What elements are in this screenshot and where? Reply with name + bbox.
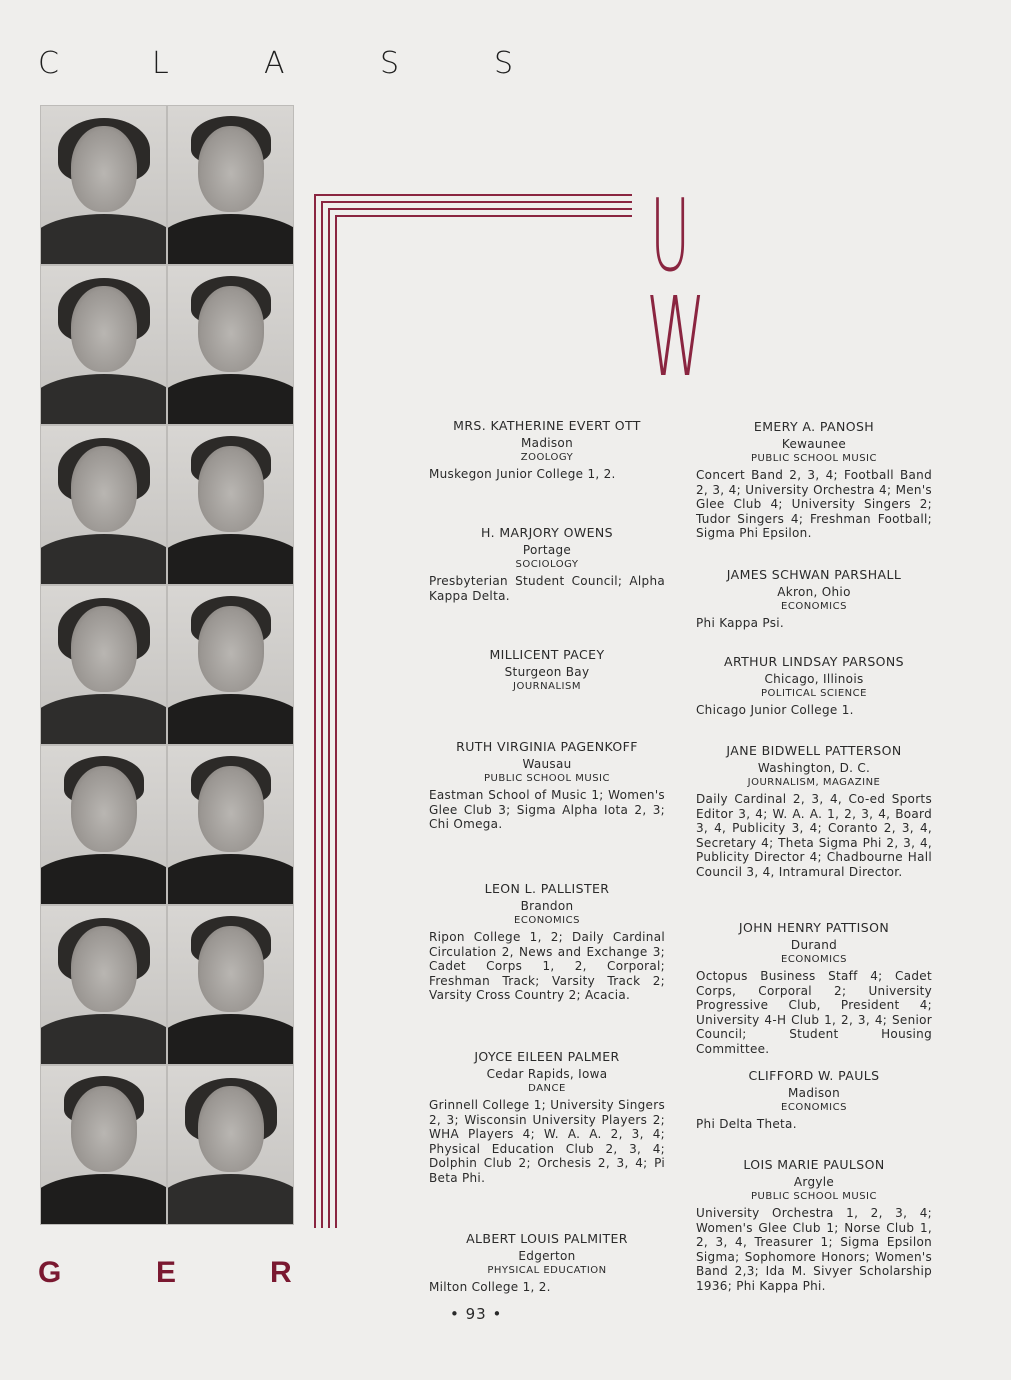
- student-activities: Phi Delta Theta.: [696, 1117, 797, 1131]
- student-entry: [429, 1231, 665, 1295]
- student-name: JANE BIDWELL PATTERSON: [726, 743, 902, 758]
- student-name: H. MARJORY OWENS: [481, 525, 613, 540]
- portrait-photo: [167, 425, 294, 585]
- student-major: PUBLIC SCHOOL MUSIC: [484, 773, 610, 784]
- student-activities: Milton College 1, 2.: [429, 1280, 551, 1294]
- portrait-photo: [40, 1065, 167, 1225]
- student-activities: Daily Cardinal 2, 3, 4, Co-ed Sports Editor 3, 4; W. A. A. 1, 2, 3, 4, Board 3, 4, Publicity 3, 4; Coranto 2, 3, 4, Secretary 4; Theta Sigma Phi 2, 3, 4, Publicity Director 4; Chadbourne Hall Council 3, 4, Intramural Director.: [696, 792, 932, 879]
- student-hometown: Madison: [788, 1086, 840, 1100]
- header-letter-s1: S: [380, 46, 400, 81]
- student-name: EMERY A. PANOSH: [753, 419, 875, 434]
- logo-letter-u: U: [650, 177, 691, 294]
- student-name: LOIS MARIE PAULSON: [743, 1157, 885, 1172]
- student-hometown: Argyle: [793, 1175, 835, 1189]
- student-activities: University Orchestra 1, 2, 3, 4; Women's Glee Club 1; Norse Club 1, 2, 3, 4, Treasurer 1; Sigma Epsilon Sigma; Sophomore Honors; Women's Band 2,3; Ida M. Sivyer Scholarship 1936; Phi Kappa Phi.: [696, 1206, 932, 1293]
- student-major: SOCIOLOGY: [515, 559, 579, 570]
- header-letter-l: L: [152, 46, 169, 81]
- student-name: MILLICENT PACEY: [489, 647, 605, 662]
- student-activities: Ripon College 1, 2; Daily Cardinal Circulation 2, News and Exchange 3; Cadet Corps 1, 2, Corporal; Freshman Track; Varsity Track 2; Varsity Cross Country 2; Acacia.: [429, 930, 665, 1002]
- student-hometown: Kewaunee: [781, 437, 847, 451]
- student-name: ALBERT LOUIS PALMITER: [466, 1231, 628, 1246]
- portrait-photo: [167, 585, 294, 745]
- student-name: MRS. KATHERINE EVERT OTT: [453, 418, 641, 433]
- portrait-photo: [167, 1065, 294, 1225]
- student-entry: [429, 739, 665, 832]
- student-activities: Concert Band 2, 3, 4; Football Band 2, 3, 4; University Orchestra 4; Men's Glee Club 4; University Singers 2; Tudor Singers 4; Freshman Football; Sigma Phi Epsilon.: [696, 468, 932, 540]
- student-entry: [429, 881, 665, 1003]
- portrait-photo: [167, 745, 294, 905]
- student-major: ECONOMICS: [781, 954, 847, 965]
- portrait-photo: [40, 905, 167, 1065]
- header-letter-c: C: [38, 46, 59, 81]
- student-major: PHYSICAL EDUCATION: [487, 1265, 607, 1276]
- student-major: DANCE: [528, 1083, 566, 1094]
- portrait-photo: [167, 905, 294, 1065]
- student-major: ECONOMICS: [781, 1102, 847, 1113]
- student-entry: [696, 419, 932, 541]
- student-name: JOHN HENRY PATTISON: [738, 920, 890, 935]
- student-activities: Phi Kappa Psi.: [696, 616, 785, 630]
- student-hometown: Brandon: [520, 899, 574, 913]
- student-entry: [696, 1157, 932, 1293]
- student-major: JOURNALISM, MAGAZINE: [747, 777, 881, 788]
- portrait-photo: [40, 585, 167, 745]
- student-major: PUBLIC SCHOOL MUSIC: [751, 1191, 877, 1202]
- student-hometown: Washington, D. C.: [757, 761, 871, 775]
- student-name: CLIFFORD W. PAULS: [748, 1068, 880, 1083]
- student-hometown: Durand: [790, 938, 838, 952]
- student-major: PUBLIC SCHOOL MUSIC: [751, 453, 877, 464]
- student-activities: Chicago Junior College 1.: [696, 703, 854, 717]
- student-hometown: Madison: [521, 436, 573, 450]
- student-activities: Muskegon Junior College 1, 2.: [429, 467, 616, 481]
- student-name: JOYCE EILEEN PALMER: [474, 1049, 620, 1064]
- student-hometown: Sturgeon Bay: [504, 665, 590, 679]
- student-entry: [696, 654, 932, 718]
- student-activities: Octopus Business Staff 4; Cadet Corps, Corporal 2; University Progressive Club, President 4; University 4-H Club 1, 2, 3, 4; Senior Council; Student Housing Committee.: [696, 969, 932, 1056]
- student-major: ZOOLOGY: [520, 452, 574, 463]
- student-activities: Grinnell College 1; University Singers 2, 3; Wisconsin University Players 2; WHA Players 4; W. A. A. 2, 3, 4; Physical Education Club 2, 3, 4; Dolphin Club 2; Orchesis 2, 3, 4; Pi Beta Phi.: [429, 1098, 665, 1185]
- logo-letter-w: W: [646, 273, 706, 401]
- student-hometown: Portage: [522, 543, 572, 557]
- student-name: LEON L. PALLISTER: [484, 881, 610, 896]
- portrait-photo: [40, 265, 167, 425]
- student-entry: [696, 567, 932, 631]
- footer-letter-e: E: [156, 1256, 177, 1289]
- student-entry: [696, 920, 932, 1056]
- student-hometown: Wausau: [522, 757, 572, 771]
- student-entry: [429, 418, 665, 482]
- student-entry: [696, 1068, 932, 1132]
- student-hometown: Chicago, Illinois: [764, 672, 864, 686]
- header-letter-s2: S: [494, 46, 514, 81]
- student-major: JOURNALISM: [513, 681, 581, 692]
- portrait-photo: [167, 265, 294, 425]
- student-hometown: Akron, Ohio: [777, 585, 851, 599]
- student-entry: [429, 1049, 665, 1185]
- portrait-photo: [40, 745, 167, 905]
- student-entry: [429, 647, 665, 694]
- portrait-photo: [40, 105, 167, 265]
- student-major: ECONOMICS: [781, 601, 847, 612]
- student-hometown: Edgerton: [518, 1249, 576, 1263]
- portrait-photo: [167, 105, 294, 265]
- student-hometown: Cedar Rapids, Iowa: [486, 1067, 608, 1081]
- student-entry: [429, 525, 665, 603]
- portrait-photo: [40, 425, 167, 585]
- footer-letter-r: R: [270, 1256, 292, 1289]
- student-name: ARTHUR LINDSAY PARSONS: [724, 654, 904, 669]
- header-letter-a: A: [264, 46, 285, 81]
- student-name: RUTH VIRGINIA PAGENKOFF: [456, 739, 638, 754]
- portrait-grid: [40, 105, 294, 1225]
- student-major: POLITICAL SCIENCE: [761, 688, 867, 699]
- student-activities: Eastman School of Music 1; Women's Glee Club 3; Sigma Alpha Iota 2, 3; Chi Omega.: [429, 788, 665, 831]
- page-number: • 93 •: [450, 1305, 503, 1323]
- student-activities: Presbyterian Student Council; Alpha Kappa Delta.: [429, 574, 665, 603]
- student-name: JAMES SCHWAN PARSHALL: [726, 567, 902, 582]
- student-entry: [696, 743, 932, 879]
- footer-letter-g: G: [38, 1256, 62, 1289]
- student-major: ECONOMICS: [514, 915, 580, 926]
